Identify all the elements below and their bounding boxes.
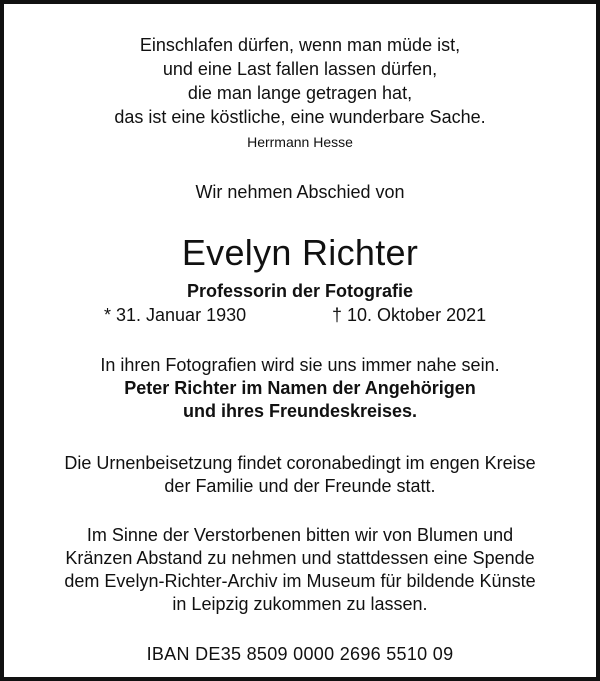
poem-line: Einschlafen dürfen, wenn man müde ist, xyxy=(139,35,461,55)
iban: IBAN DE35 8509 0000 2696 5510 09 xyxy=(146,644,454,664)
signers-line: und ihres Freundeskreises. xyxy=(182,401,418,421)
donation-notice xyxy=(8,524,592,616)
signers-line: Peter Richter im Namen der Angehörigen xyxy=(124,378,476,398)
poem xyxy=(8,33,592,129)
death-date: † 10. Oktober 2021 xyxy=(332,305,487,325)
obituary-content xyxy=(8,8,592,673)
donation-line: Kränzen Abstand zu nehmen und stattdessen eine Spende xyxy=(65,548,535,568)
burial-line: Die Urnenbeisetzung findet coronabedingt im engen Kreise xyxy=(64,453,536,473)
poem-line: das ist eine köstliche, eine wunderbare Sache. xyxy=(114,107,486,127)
memory-line: In ihren Fotografien wird sie uns immer nahe sein. xyxy=(100,355,500,375)
life-dates xyxy=(8,305,592,327)
donation-line: dem Evelyn-Richter-Archiv im Museum für bildende Künste xyxy=(64,571,536,591)
burial-notice xyxy=(8,452,592,498)
burial-line: der Familie und der Freunde statt. xyxy=(164,476,436,496)
poem-author: Herrmann Hesse xyxy=(247,134,353,150)
donation-line: Im Sinne der Verstorbenen bitten wir von Blumen und xyxy=(86,525,514,545)
deceased-title: Professorin der Fotografie xyxy=(186,281,414,301)
birth-date: * 31. Januar 1930 xyxy=(104,305,247,325)
donation-line: in Leipzig zukommen zu lassen. xyxy=(172,594,428,614)
deceased-name: Evelyn Richter xyxy=(181,232,419,273)
poem-line: die man lange getragen hat, xyxy=(187,83,413,103)
farewell-intro: Wir nehmen Abschied von xyxy=(195,182,405,202)
memory-block xyxy=(8,354,592,423)
poem-line: und eine Last fallen lassen dürfen, xyxy=(162,59,438,79)
